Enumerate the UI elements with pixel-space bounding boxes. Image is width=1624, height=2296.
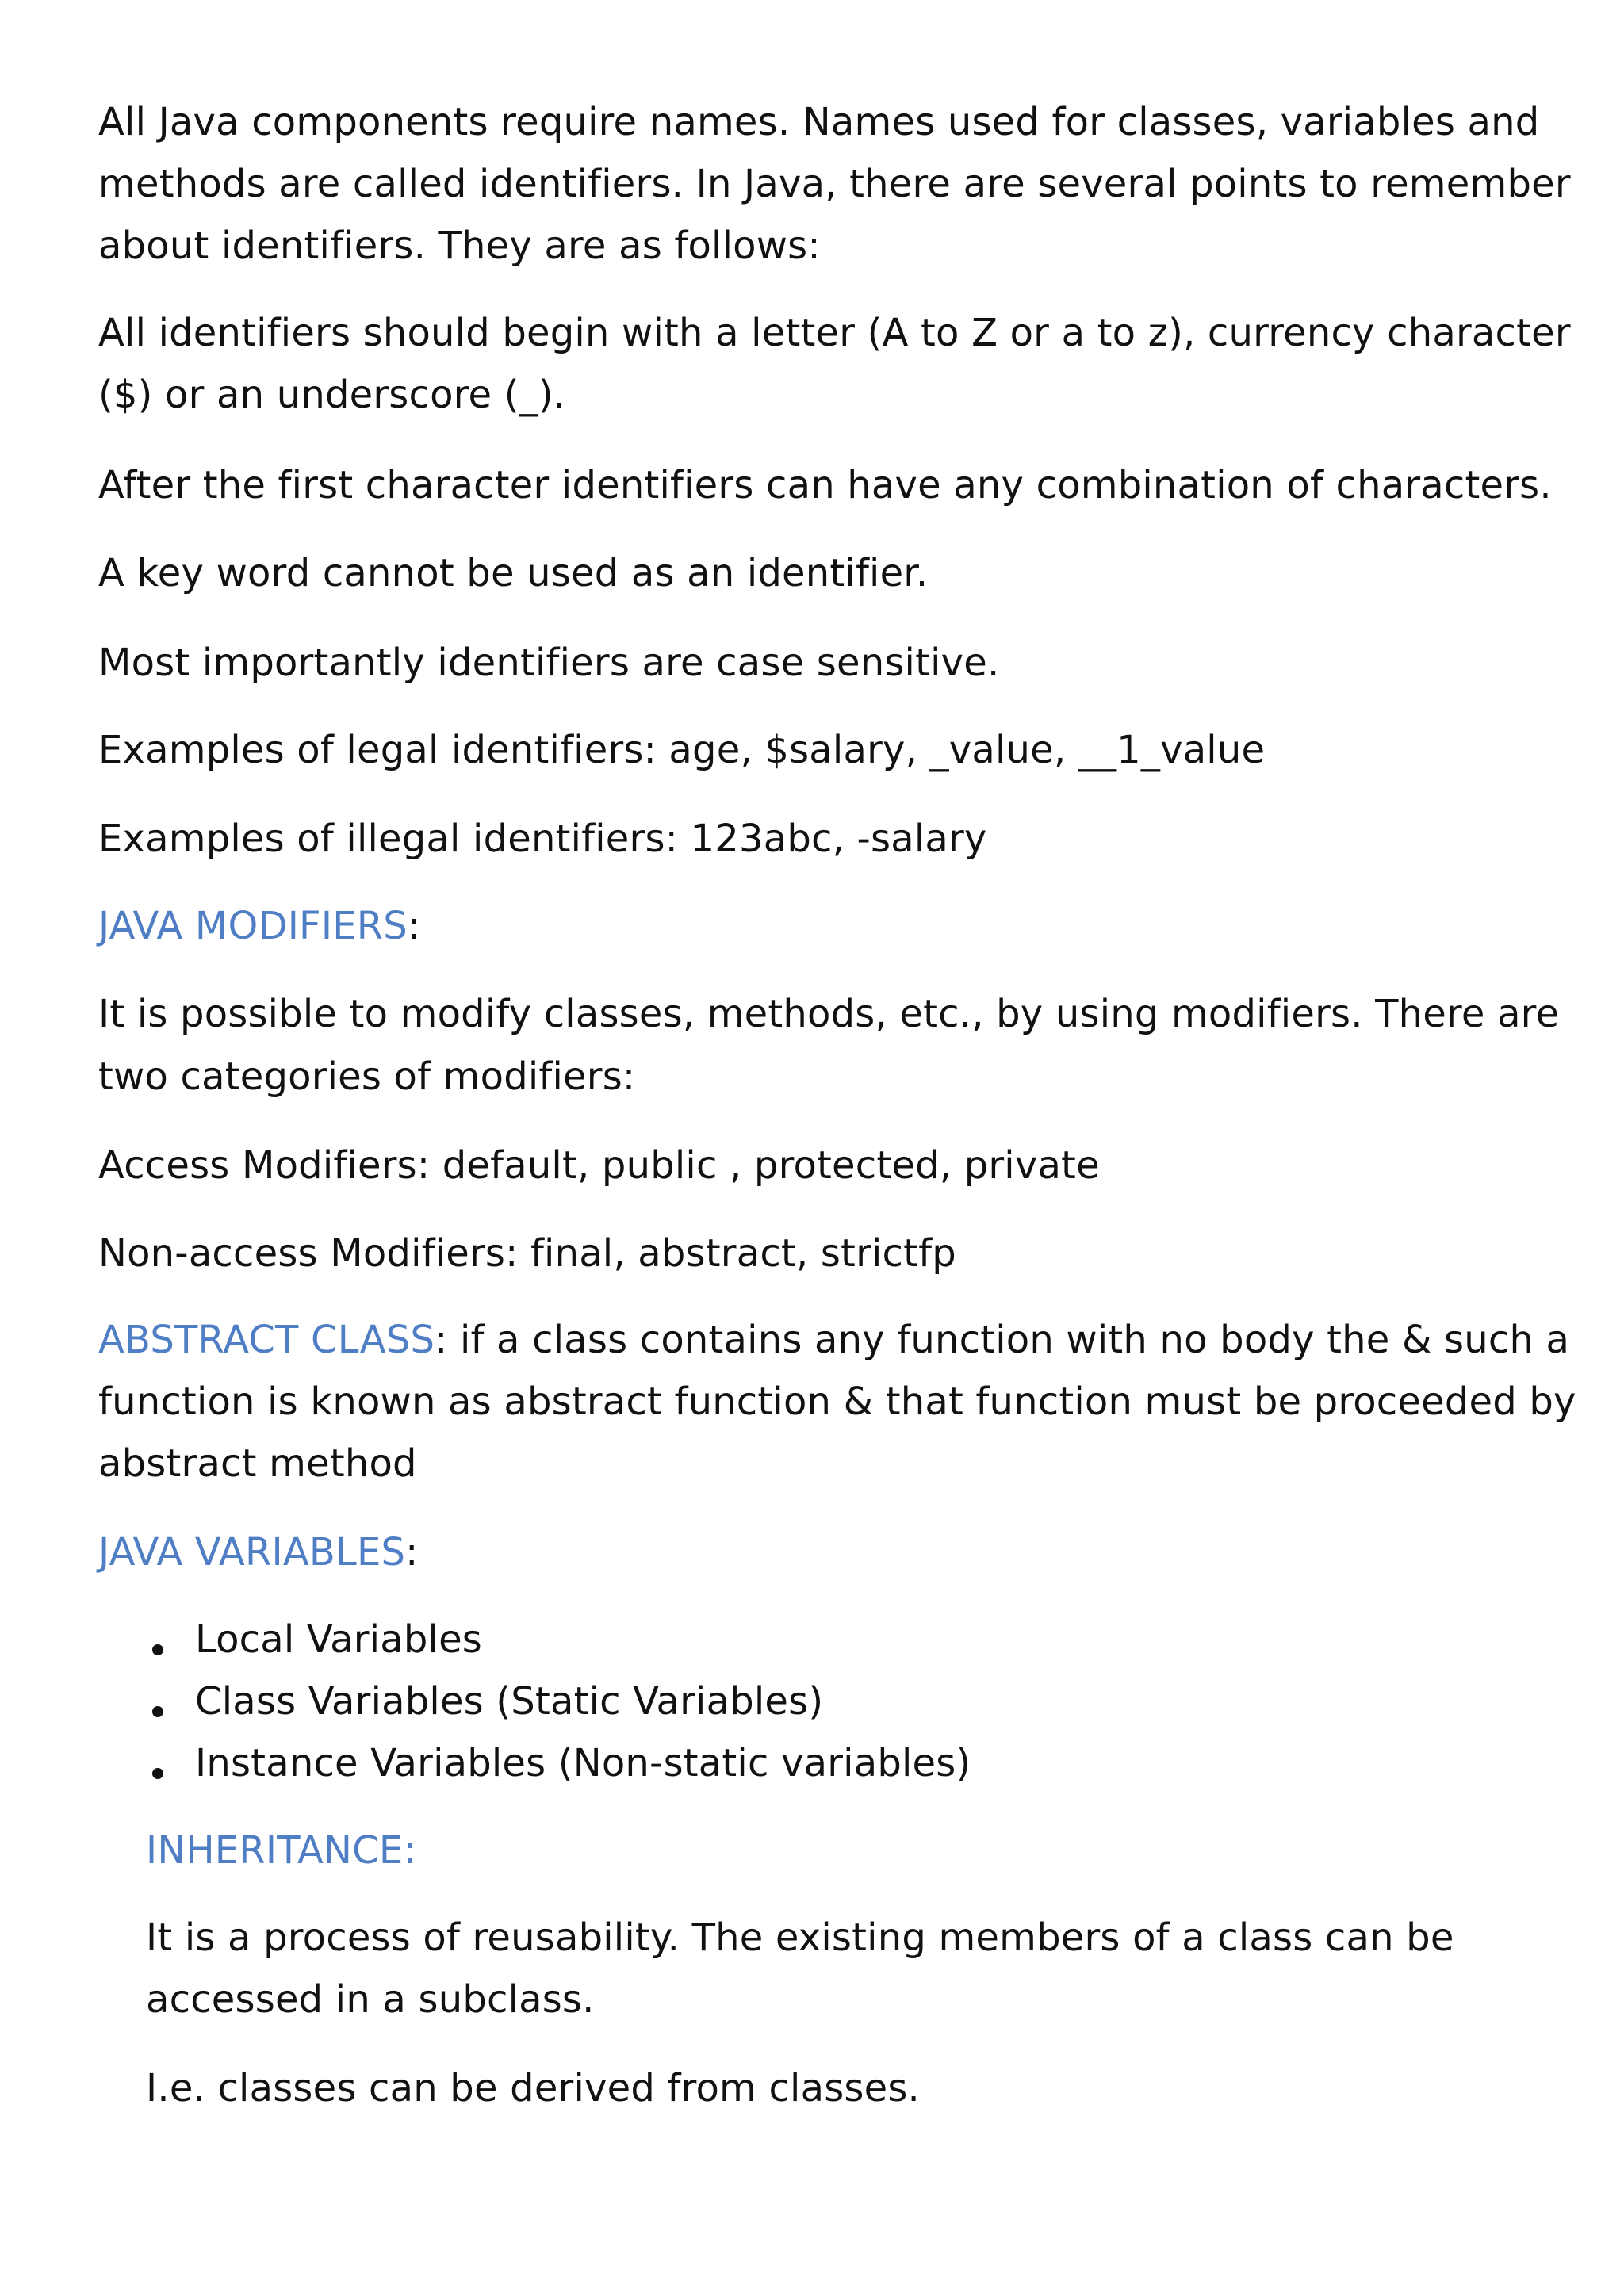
abstract-class-line-2: function is known as abstract function & that function must be proceeded by: [98, 1380, 1576, 1424]
list-item-label: Class Variables (Static Variables): [195, 1679, 824, 1724]
variables-heading-colon: :: [405, 1530, 419, 1575]
abstract-class-line-3: abstract method: [98, 1441, 417, 1486]
rule-1-line-2: ($) or an underscore (_).: [98, 373, 566, 417]
list-item-label: Local Variables: [195, 1617, 483, 1662]
abstract-class-line-1: [98, 1318, 1569, 1362]
intro-line-3: about identifiers. They are as follows:: [98, 224, 821, 268]
inheritance-line-1: It is a process of reusability. The existing members of a class can be: [146, 1915, 1454, 1960]
inheritance-line-3: I.e. classes can be derived from classes.: [146, 2066, 921, 2110]
variables-heading: JAVA VARIABLES: [98, 1530, 406, 1575]
modifiers-heading-line: [98, 904, 420, 948]
modifiers-heading: JAVA MODIFIERS: [98, 904, 408, 948]
modifiers-intro-line-2: two categories of modifiers:: [98, 1054, 636, 1099]
list-item-label: Instance Variables (Non-static variables): [195, 1741, 971, 1785]
rule-2: After the first character identifiers can have any combination of characters.: [98, 463, 1552, 507]
intro-line-1: All Java components require names. Names used for classes, variables and: [98, 100, 1540, 144]
variables-heading-line: [98, 1530, 419, 1575]
rule-3: A key word cannot be used as an identifier.: [98, 551, 929, 595]
non-access-modifiers: Non-access Modifiers: final, abstract, strictfp: [98, 1231, 956, 1276]
legal-examples: Examples of legal identifiers: age, $salary, _value, __1_value: [98, 728, 1266, 772]
bullet-icon: [152, 1644, 163, 1655]
rule-1-line-1: All identifiers should begin with a letter (A to Z or a to z), currency character: [98, 311, 1571, 355]
inheritance-heading: INHERITANCE:: [146, 1828, 416, 1873]
intro-line-2: methods are called identifiers. In Java, there are several points to remember: [98, 162, 1571, 206]
rule-4: Most importantly identifiers are case sensitive.: [98, 641, 1000, 685]
access-modifiers: Access Modifiers: default, public , protected, private: [98, 1143, 1100, 1188]
modifiers-intro-line-1: It is possible to modify classes, methods, etc., by using modifiers. There are: [98, 992, 1560, 1036]
bullet-icon: [152, 1768, 163, 1779]
inheritance-line-2: accessed in a subclass.: [146, 1977, 595, 2022]
bullet-icon: [152, 1706, 163, 1717]
abstract-class-line-1-text: : if a class contains any function with no body the & such a: [435, 1318, 1570, 1362]
illegal-examples: Examples of illegal identifiers: 123abc, -salary: [98, 817, 987, 861]
modifiers-heading-colon: :: [407, 904, 421, 948]
abstract-class-heading: ABSTRACT CLASS: [98, 1318, 435, 1362]
